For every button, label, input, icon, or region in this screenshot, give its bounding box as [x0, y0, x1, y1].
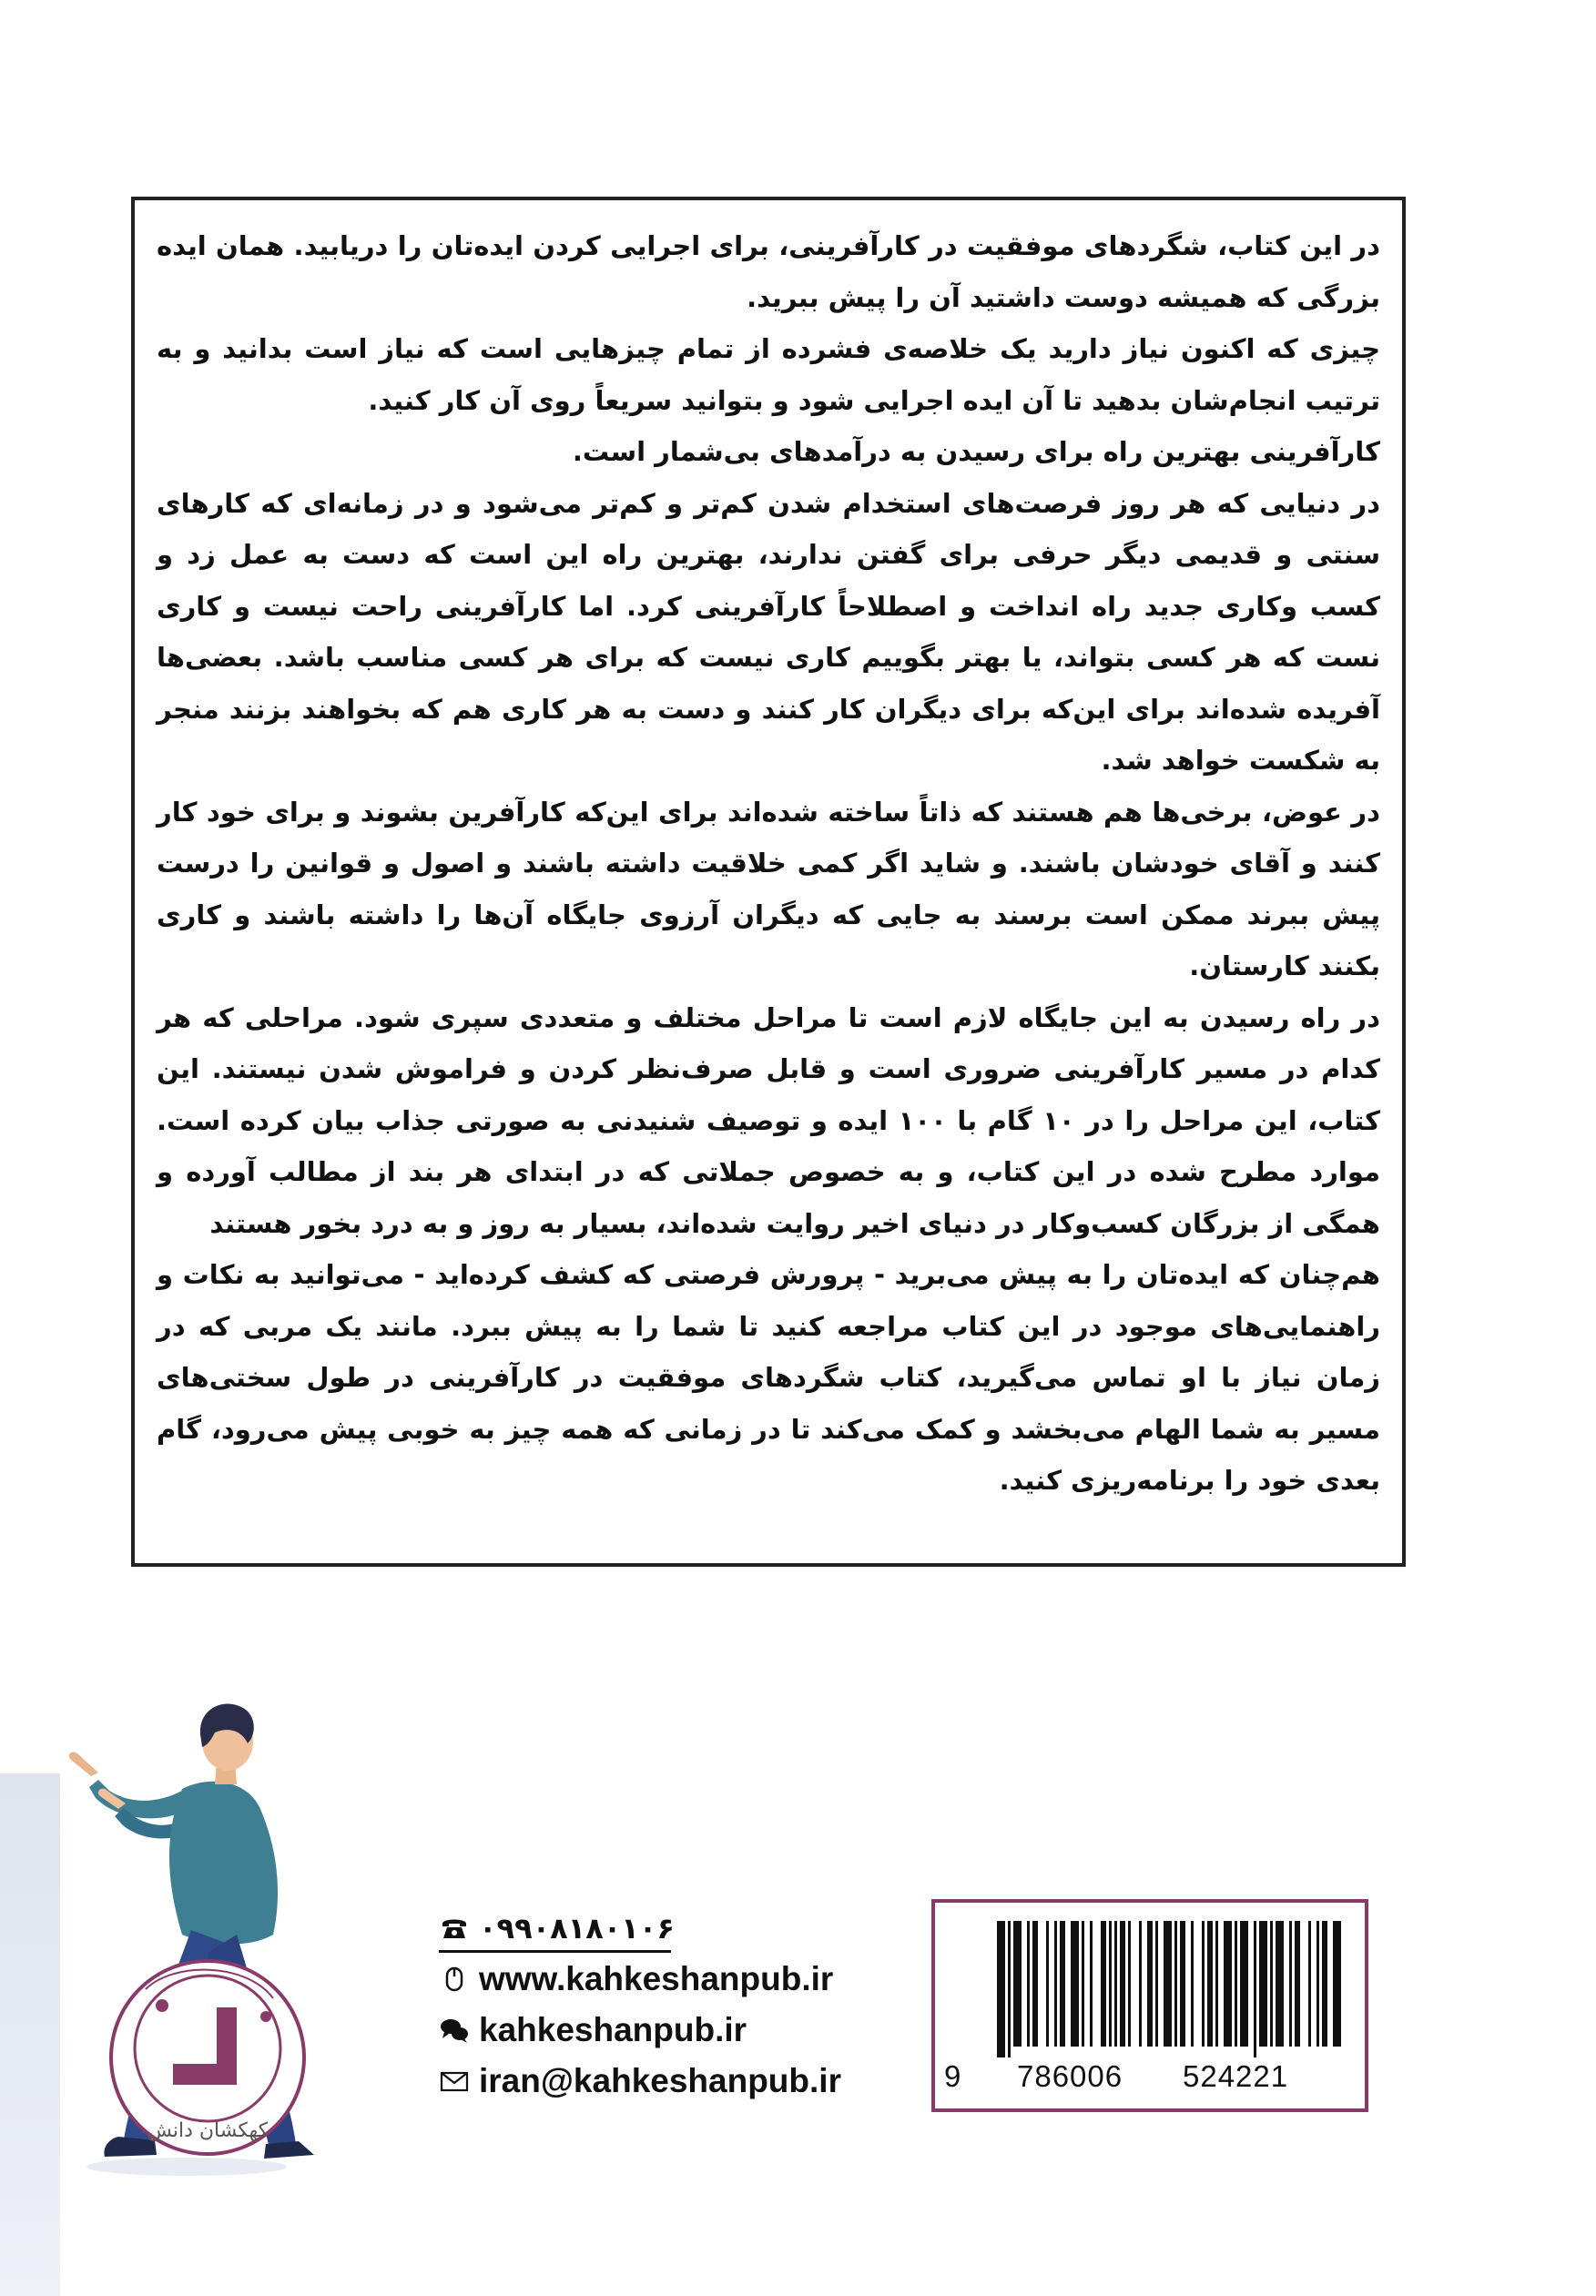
description-paragraph-3: کارآفرینی بهترین راه برای رسیدن به درآمدهای بی‌شمار است. — [572, 436, 1380, 467]
barcode-bar — [1174, 1921, 1177, 2047]
barcode-bar — [1046, 1921, 1049, 2047]
publisher-logo — [111, 1961, 304, 2154]
publisher-logo-text: کهکشان دانش — [147, 2119, 269, 2142]
barcode-bar — [1254, 1921, 1256, 2057]
description-paragraph-2: چیزی که اکنون نیاز دارید یک خلاصه‌ی فشرده از تمام چیزهایی است که نیاز است بدانید و به ترتیب انجام‌شان بدهید تا آن ایده اجرایی شود و بتوانید سریعاً روی آن کار کنید. — [157, 333, 1380, 416]
barcode-bar — [1109, 1921, 1112, 2047]
barcode-bars — [951, 1921, 1352, 2057]
barcode-bar — [1215, 1921, 1218, 2047]
barcode-bar — [1054, 1921, 1057, 2047]
barcode-bar — [1032, 1921, 1038, 2047]
barcode-bar — [1270, 1921, 1273, 2047]
barcode-bar — [1295, 1921, 1300, 2047]
barcode-bar — [1164, 1921, 1172, 2047]
phone-icon — [439, 1913, 470, 1944]
barcode-bar — [1207, 1921, 1213, 2047]
barcode-bar — [1240, 1921, 1248, 2047]
contact-info — [439, 1903, 903, 2107]
barcode-bar — [1101, 1921, 1106, 2047]
barcode-bar — [1071, 1921, 1079, 2047]
barcode-bar — [1082, 1921, 1084, 2047]
description-paragraph-6: در راه رسیدن به این جایگاه لازم است تا مراحل مختلف و متعددی سپری شود. مراحلی که هر کدام در مسیر کارآفرینی ضروری است و قابل صرف‌نظر کردن و فراموش شدن نیستند. این کتاب، این مراحل را در ۱۰ گام با ۱۰۰ ایده و توصیف شنیدنی به صورتی جذاب بیان کرده است. موارد مطرح شده در این کتاب، و به خصوص جملاتی که در ابتدای هر بند از مطالب آورده و همگی از بزرگان کسب‌وکار در دنیای اخیر روایت شده‌اند، بسیار به روز و به درد بخور هستند — [157, 1001, 1381, 1239]
barcode-bar — [1128, 1921, 1131, 2047]
description-paragraph-1: در این کتاب، شگردهای موفقیت در کارآفرینی، برای اجرایی کردن ایده‌تان را دریابید. همان ایده بزرگی که همیشه دوست داشتید آن را پیش ببرید. — [157, 230, 1380, 313]
barcode-bar — [1191, 1921, 1194, 2047]
barcode-bar — [1259, 1921, 1267, 2047]
background-panel — [0, 1773, 60, 2296]
barcode-bar — [1333, 1921, 1341, 2047]
email-link[interactable]: iran@kahkeshanpub.ir — [479, 2062, 841, 2099]
barcode-bar — [1060, 1921, 1065, 2047]
description-paragraph-7: هم‌چنان که ایده‌تان را به پیش می‌برید - پرورش فرصتی که کشف کرده‌اید - می‌توانید به نکات و راهنمایی‌های موجود در این کتاب مراجعه کنید تا شما را به پیش ببرد. مانند یک مربی که در زمان نیاز با او تماس می‌گیرید، کتاب شگردهای موفقیت در کارآفرینی در طول سختی‌های مسیر به شما الهام می‌بخشد و کمک می‌کند تا در زمانی که همه چیز به خوبی پیش می‌رود، گام بعدی خود را برنامه‌ریزی کنید. — [157, 1259, 1380, 1496]
chat-bubbles-icon — [439, 2015, 470, 2046]
man-illustration — [55, 1689, 419, 2180]
barcode-group-2: 524221 — [1183, 2059, 1289, 2093]
barcode-bar — [1202, 1921, 1205, 2047]
barcode-bar — [997, 1921, 1005, 2057]
phone-number: ۰۹۹۰۸۱۸۰۱۰۶ — [479, 1911, 675, 1946]
barcode-bar — [1114, 1921, 1117, 2047]
barcode-bar — [1008, 1921, 1011, 2057]
barcode-bar — [1224, 1921, 1232, 2047]
description-paragraph-5: در عوض، برخی‌ها هم هستند که ذاتاً ساخته شده‌اند برای این‌که کارآفرین بشوند و برای خود کار کنند و آقای خودشان باشند. و شاید اگر کمی خلاقیت داشته باشند و اصول و قوانین را درست پیش ببرند ممکن است برسند به جایی که دیگران آرزوی جایگاه آن‌ها را داشته باشند و کاری بکنند کارستان. — [157, 796, 1380, 981]
envelope-icon — [439, 2066, 470, 2097]
barcode-bar — [1090, 1921, 1093, 2047]
social-row[interactable] — [439, 2005, 903, 2056]
barcode-bar — [1027, 1921, 1030, 2047]
barcode-bar — [1308, 1921, 1311, 2047]
social-link[interactable]: kahkeshanpub.ir — [479, 2011, 747, 2048]
phone-row — [439, 1903, 903, 1954]
book-description-box — [131, 197, 1406, 1567]
phone-underline — [439, 1950, 671, 1953]
email-row[interactable] — [439, 2056, 903, 2107]
barcode-prefix: 9 — [944, 2059, 962, 2093]
barcode-bar — [1013, 1921, 1022, 2047]
barcode-bar — [1289, 1921, 1292, 2047]
website-row[interactable] — [439, 1954, 903, 2005]
barcode-bar — [1139, 1921, 1142, 2047]
description-paragraph-4: در دنیایی که هر روز فرصت‌های استخدام شدن کم‌تر و کم‌تر می‌شود و در زمانه‌ای که کارهای سنتی و قدیمی دیگر حرفی برای گفتن ندارند، بهترین راه این است که دست به عمل زد و کسب وکاری جدید راه انداخت و اصطلاحاً کارآفرینی کرد. اما کارآفرینی راحت نیست و کاری نست که هر کسی بتواند، یا بهتر بگوییم کاری نیست که برای هر کسی مناسب باشد. بعضی‌ها آفریده شده‌اند برای این‌که برای دیگران کار کنند و دست به هر کاری هم که بخواهند بزنند منجر به شکست خواهد شد. — [157, 487, 1380, 776]
website-link[interactable]: www.kahkeshanpub.ir — [479, 1960, 834, 1997]
barcode-bar — [1235, 1921, 1237, 2047]
barcode-bar — [1120, 1921, 1125, 2047]
barcode-box — [931, 1899, 1368, 2112]
barcode-bar — [1180, 1921, 1185, 2047]
mouse-icon — [439, 1964, 470, 1995]
barcode-bar — [1322, 1921, 1327, 2047]
barcode-group-1: 786006 — [1017, 2059, 1123, 2093]
barcode-bar — [1155, 1921, 1158, 2047]
barcode-bar — [1316, 1921, 1319, 2047]
barcode-bar — [1147, 1921, 1153, 2047]
barcode-bar — [1276, 1921, 1284, 2047]
